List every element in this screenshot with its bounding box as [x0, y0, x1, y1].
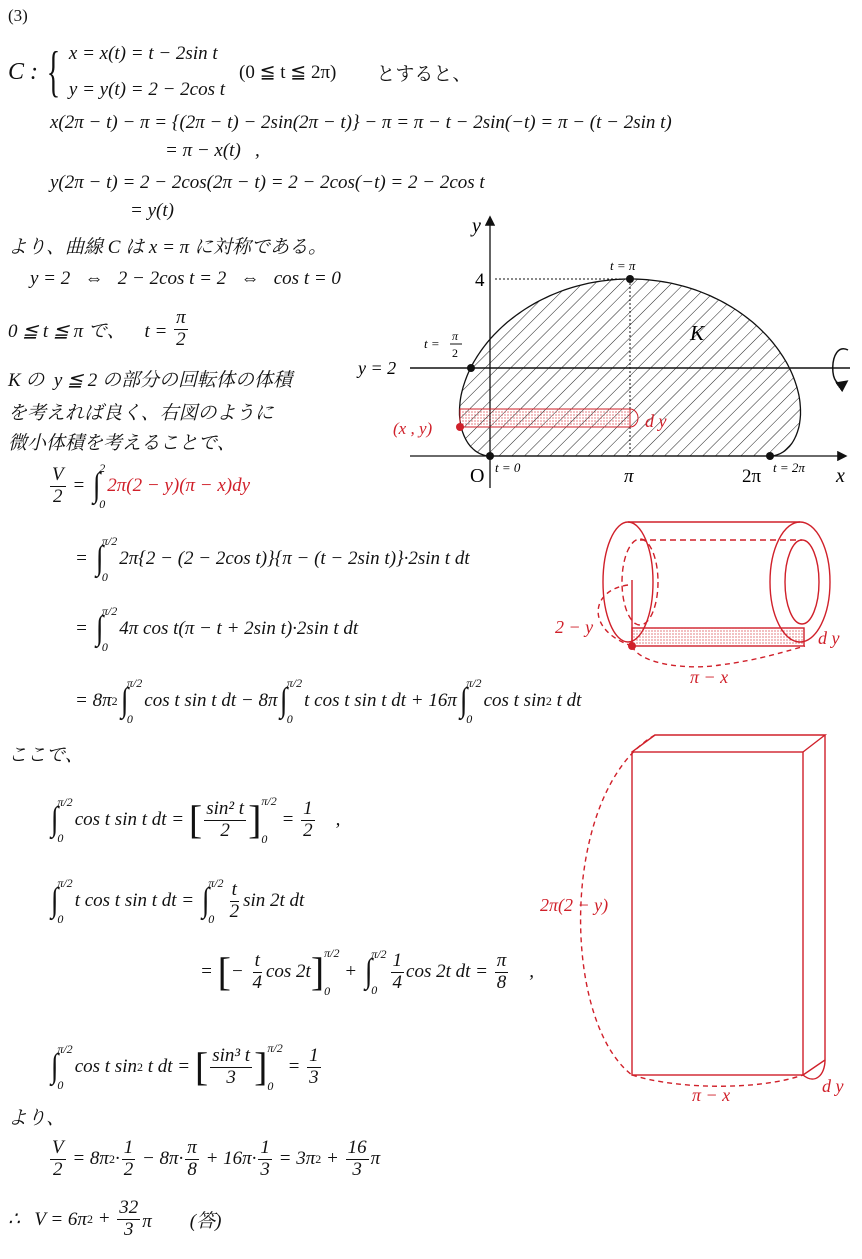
- formula-text: ,: [510, 961, 535, 982]
- formula-text: = 8π: [75, 690, 112, 711]
- x-equation: x = x(t) = t − 2sin t: [68, 43, 218, 64]
- numerator: 1: [309, 1044, 319, 1066]
- brace-icon: {: [46, 41, 61, 103]
- t-half-den: 2: [452, 346, 458, 360]
- integral-sign-icon: ∫: [201, 882, 210, 919]
- box-diagram: [540, 735, 844, 1105]
- point-xy: [456, 423, 464, 431]
- cylinder-strip: [632, 628, 804, 646]
- dy-label: d y: [645, 411, 667, 431]
- integral-sign-icon: ∫: [459, 682, 468, 719]
- numerator: 1: [123, 1137, 134, 1158]
- formula-text: − 8π·: [137, 1148, 184, 1170]
- t-0-label: t = 0: [495, 460, 521, 475]
- numerator: 1: [392, 949, 403, 971]
- left-bracket: [: [188, 797, 203, 842]
- denominator: 2: [229, 900, 240, 922]
- formula-text: cos 2t dt =: [406, 961, 493, 982]
- right-bracket: ]: [254, 1044, 268, 1089]
- left-bracket: [: [194, 1044, 209, 1089]
- point-t0: [486, 452, 494, 460]
- right-bracket: ]: [310, 949, 325, 994]
- formula-text: = π − x(t) ,: [165, 140, 260, 161]
- limit-value: 0: [126, 712, 133, 726]
- limit-value: π/2: [57, 1042, 73, 1056]
- denominator: 3: [260, 1158, 270, 1180]
- denominator: 3: [309, 1066, 319, 1088]
- formula-text: t dt =: [142, 1056, 195, 1077]
- formula-text: π: [370, 1148, 381, 1170]
- cylinder-diagram: [555, 522, 840, 687]
- limit-value: 0: [101, 570, 108, 584]
- denominator: 8: [187, 1158, 197, 1180]
- region-k-label: K: [690, 321, 705, 345]
- numerator: t: [231, 878, 237, 900]
- formula-text: +: [92, 1208, 116, 1230]
- denominator: 4: [252, 971, 262, 993]
- denominator: 3: [352, 1158, 362, 1180]
- formula-text: K の y ≦ 2 の部分の回転体の体積: [8, 370, 293, 391]
- formula-text: ·: [114, 1148, 120, 1170]
- numerator: V: [52, 463, 64, 485]
- limit-value: π/2: [57, 876, 73, 890]
- t-pi-label: t = π: [610, 258, 636, 273]
- exponent: 2: [136, 1059, 143, 1074]
- formula-text: cos t sin t dt =: [74, 809, 189, 830]
- limit-value: π/2: [267, 1041, 283, 1055]
- formula-text: y(2π − t) = 2 − 2cos(2π − t) = 2 − 2cos(−t) = 2 − 2cos t: [50, 172, 485, 193]
- formula-text: 微小体積を考えることで、: [8, 433, 236, 454]
- formula-text: 2π{2 − (2 − 2cos t)}{π − (t − 2sin t)}·2sin t dt: [119, 548, 470, 569]
- formula-text: を考えれば良く、右図のように: [8, 403, 274, 424]
- limit-value: 0: [466, 712, 473, 726]
- box-dy-label: d y: [822, 1076, 844, 1096]
- formula-text: −: [230, 961, 249, 982]
- exponent: 2: [111, 693, 118, 708]
- formula-text: π (答): [142, 1210, 222, 1232]
- line-y2-label: y = 2: [358, 358, 397, 378]
- rotation-arrow-icon: [833, 349, 848, 384]
- tick-2pi: 2π: [742, 466, 762, 487]
- left-bracket: [: [217, 949, 231, 994]
- t-2pi-label: t = 2π: [773, 460, 805, 475]
- limit-value: 0: [99, 497, 106, 511]
- exponent: 2: [86, 1211, 93, 1226]
- denominator: 2: [303, 819, 313, 841]
- formula-text: =: [75, 548, 93, 569]
- limit-value: π/2: [208, 876, 224, 890]
- formula-text: =: [276, 809, 300, 830]
- formula-text: =: [75, 618, 93, 639]
- formula-text: cos 2t: [265, 961, 311, 982]
- cylinder-right-inner: [785, 540, 819, 624]
- denominator: 2: [53, 1158, 63, 1180]
- limit-value: 0: [57, 912, 64, 926]
- formula-text: より、曲線 C は x = π に対称である。: [8, 237, 327, 258]
- highlighted-integrand: 2π(2 − y)(π − x)dy: [107, 475, 251, 496]
- numerator: V: [52, 1137, 64, 1158]
- limit-value: 0: [286, 712, 293, 726]
- integral-sign-icon: ∫: [92, 467, 101, 504]
- numerator: π: [496, 949, 507, 971]
- denominator: 2: [123, 1158, 134, 1180]
- limit-value: π/2: [101, 604, 118, 618]
- limit-value: π/2: [261, 794, 277, 808]
- right-bracket: ]: [248, 797, 262, 842]
- integral-sign-icon: ∫: [364, 953, 373, 990]
- limit-value: 0: [261, 832, 268, 846]
- numerator: π: [187, 1137, 197, 1158]
- cylinder-dy-label: d y: [818, 628, 840, 648]
- formula-text: ∴ V = 6π: [8, 1208, 87, 1230]
- numerator: 16: [347, 1137, 367, 1158]
- length-bracket: [632, 646, 805, 667]
- denominator: 4: [392, 971, 403, 993]
- t-half-prefix: t =: [424, 336, 440, 351]
- box-front: [632, 752, 803, 1075]
- volume-strip: [460, 409, 630, 427]
- box-width-label: π − x: [692, 1085, 731, 1105]
- formula-text: = 3π: [273, 1148, 316, 1170]
- point-t2pi: [766, 452, 774, 460]
- curve-label: C :: [8, 58, 38, 85]
- denominator: 8: [496, 971, 507, 993]
- formula-text: sin 2t dt: [243, 890, 305, 911]
- y-axis-label: y: [472, 215, 481, 237]
- integral-sign-icon: ∫: [50, 882, 59, 919]
- limit-value: 2: [99, 461, 106, 475]
- formula-text: + 16π·: [200, 1148, 257, 1170]
- limit-value: 0: [57, 831, 64, 845]
- tick-4: 4: [475, 270, 485, 291]
- point-thalf: [467, 364, 475, 372]
- formula-text: ここで、: [8, 745, 84, 766]
- x-axis-label: x: [836, 465, 845, 487]
- numerator: π: [176, 307, 186, 328]
- exponent: 2: [315, 1151, 322, 1166]
- numerator: t: [254, 949, 260, 971]
- limit-value: π/2: [371, 947, 387, 961]
- box-side: [803, 735, 825, 1075]
- limit-value: 0: [371, 983, 378, 997]
- exponent: 2: [108, 1151, 115, 1166]
- formula-text: t cos t sin t dt + 16π: [304, 690, 457, 711]
- denominator: 3: [124, 1218, 134, 1240]
- formula-text: t dt: [551, 690, 582, 711]
- limit-value: 0: [57, 1078, 64, 1092]
- limit-value: 0: [267, 1079, 274, 1093]
- curve-suffix: とすると、: [376, 63, 472, 85]
- denominator: 2: [176, 328, 186, 350]
- formula-text: ,: [316, 809, 341, 830]
- origin-label: O: [470, 465, 485, 487]
- formula-text: cos t sin: [74, 1056, 137, 1077]
- numerator: 1: [303, 797, 313, 819]
- denominator: 2: [220, 819, 230, 841]
- formula-text: x(2π − t) − π = {(2π − t) − 2sin(2π − t)} − π = π − t − 2sin(−t) = π − (t − 2sin t): [50, 112, 672, 133]
- limit-value: 0: [208, 912, 215, 926]
- formula-text: y = 2 ⇔ 2 − 2cos t = 2 ⇔ cos t = 0: [30, 268, 341, 289]
- cylinder-point: [628, 642, 636, 650]
- problem-number: (3): [8, 6, 28, 25]
- exponent: 2: [545, 693, 552, 708]
- limit-value: π/2: [466, 676, 482, 690]
- numerator: sin² t: [206, 797, 245, 819]
- denominator: 3: [226, 1066, 236, 1088]
- tick-pi: π: [624, 466, 634, 487]
- box-top: [632, 735, 825, 752]
- formula-text: +: [339, 961, 362, 982]
- formula-text: 4π cos t(π − t + 2sin t)·2sin t dt: [119, 618, 359, 639]
- integral-sign-icon: ∫: [280, 682, 288, 719]
- y-equation: y = y(t) = 2 − 2cos t: [68, 79, 226, 100]
- formula-text: =: [67, 475, 90, 496]
- t-range: (0 ≦ t ≦ 2π): [239, 61, 337, 83]
- integral-sign-icon: ∫: [120, 682, 128, 719]
- limit-value: π/2: [324, 946, 340, 960]
- numerator: 1: [260, 1137, 270, 1158]
- limit-value: 0: [101, 640, 108, 654]
- numerator: 32: [119, 1197, 139, 1218]
- t-half-num: π: [452, 329, 459, 343]
- point-tpi: [626, 275, 634, 283]
- numerator: sin³ t: [212, 1044, 251, 1066]
- limit-value: π/2: [286, 676, 303, 690]
- formula-text: +: [321, 1148, 344, 1170]
- limit-value: π/2: [57, 795, 73, 809]
- limit-value: π/2: [126, 676, 143, 690]
- radius-label: 2 − y: [555, 617, 594, 637]
- limit-value: π/2: [101, 534, 118, 548]
- formula-text: t cos t sin t dt =: [74, 890, 199, 911]
- formula-text: =: [282, 1056, 306, 1077]
- formula-text: = y(t): [130, 200, 174, 221]
- integral-sign-icon: ∫: [50, 801, 59, 838]
- integral-sign-icon: ∫: [95, 540, 103, 577]
- formula-text: より、: [8, 1108, 66, 1129]
- length-label: π − x: [690, 667, 729, 687]
- formula-text: cos t sin: [483, 690, 546, 711]
- integral-sign-icon: ∫: [95, 610, 103, 647]
- box-height-label: 2π(2 − y): [540, 895, 609, 915]
- formula-text: 0 ≦ t ≦ π で、 t =: [8, 320, 173, 342]
- integral-sign-icon: ∫: [50, 1048, 59, 1085]
- point-xy-label: (x , y): [393, 419, 433, 438]
- cycloid-graph: [356, 215, 850, 488]
- formula-text: = 8π: [67, 1148, 109, 1170]
- formula-text: =: [200, 961, 218, 982]
- limit-value: 0: [324, 984, 331, 998]
- formula-text: cos t sin t dt − 8π: [144, 690, 278, 711]
- denominator: 2: [53, 485, 63, 507]
